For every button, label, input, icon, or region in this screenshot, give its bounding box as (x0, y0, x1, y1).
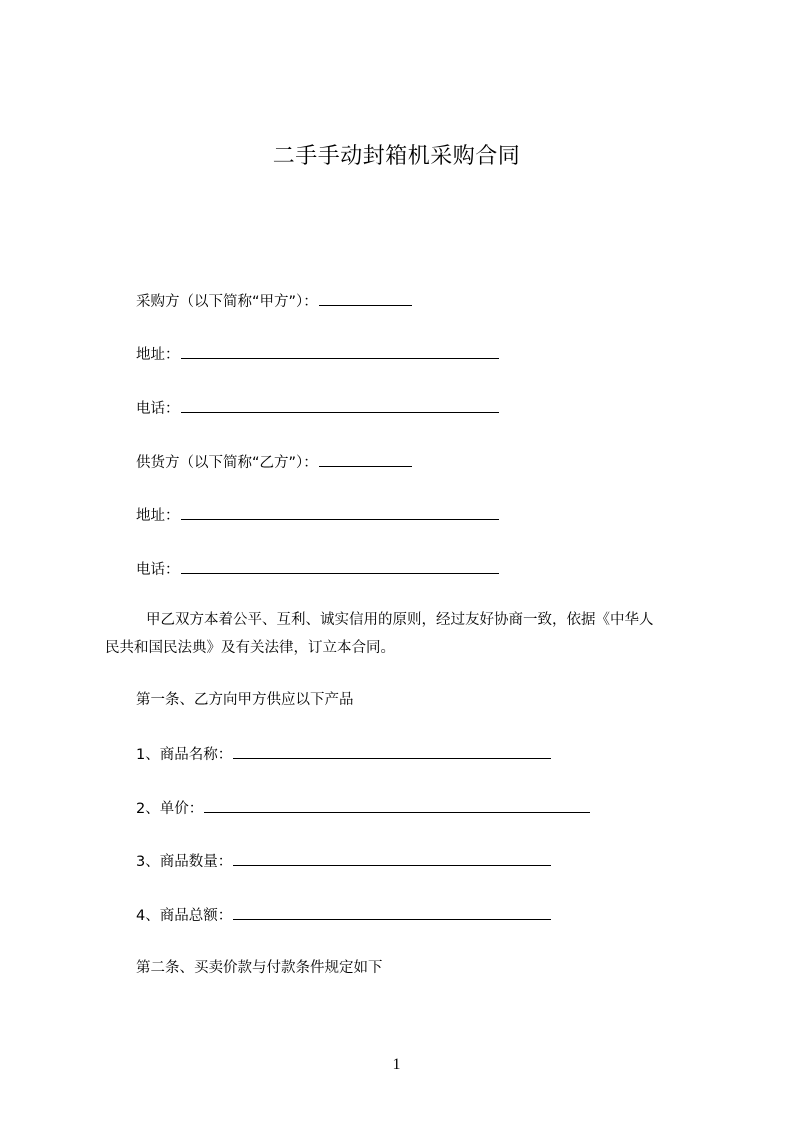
preamble-line-2: 民共和国民法典》及有关法律，订立本合同。 (105, 640, 395, 656)
item-name-label: 1、商品名称： (136, 747, 233, 763)
article-1-item-price (136, 798, 590, 819)
party-a-phone-label: 电话： (136, 401, 180, 417)
party-a-address-label: 地址： (136, 347, 180, 363)
party-a-phone-blank (181, 398, 499, 413)
page-number: 1 (392, 1056, 401, 1073)
party-a-address-line (136, 344, 499, 365)
party-b-phone-label: 电话： (136, 562, 180, 578)
item-total-label: 4、商品总额： (136, 908, 233, 924)
party-b-address-blank (181, 505, 499, 520)
party-b-phone-blank (181, 559, 499, 574)
item-quantity-blank (233, 851, 551, 866)
party-a-line (136, 291, 412, 312)
item-price-blank (204, 798, 590, 813)
party-b-label: 供货方（以下简称“乙方”）： (136, 455, 318, 471)
article-1-heading: 第一条、乙方向甲方供应以下产品 (136, 692, 354, 708)
item-name-blank (233, 744, 551, 759)
article-1-item-quantity (136, 851, 551, 872)
item-price-label: 2、单价： (136, 801, 204, 817)
party-b-line (136, 452, 412, 473)
preamble-paragraph (105, 606, 704, 662)
party-a-address-blank (181, 344, 499, 359)
item-total-blank (233, 905, 551, 920)
party-b-address-line (136, 505, 499, 526)
article-2-heading: 第二条、买卖价款与付款条件规定如下 (136, 960, 383, 976)
article-1-item-total (136, 905, 551, 926)
preamble-line-1: 甲乙双方本着公平、互利、诚实信用的原则，经过友好协商一致，依据《中华人 (146, 612, 654, 628)
item-quantity-label: 3、商品数量： (136, 854, 233, 870)
party-b-blank (319, 452, 412, 467)
document-title: 二手手动封箱机采购合同 (272, 144, 521, 169)
party-b-phone-line (136, 559, 499, 580)
party-b-address-label: 地址： (136, 508, 180, 524)
party-a-blank (319, 291, 412, 306)
party-a-label: 采购方（以下简称“甲方”）： (136, 294, 318, 310)
article-1-item-name (136, 744, 551, 765)
party-a-phone-line (136, 398, 499, 419)
